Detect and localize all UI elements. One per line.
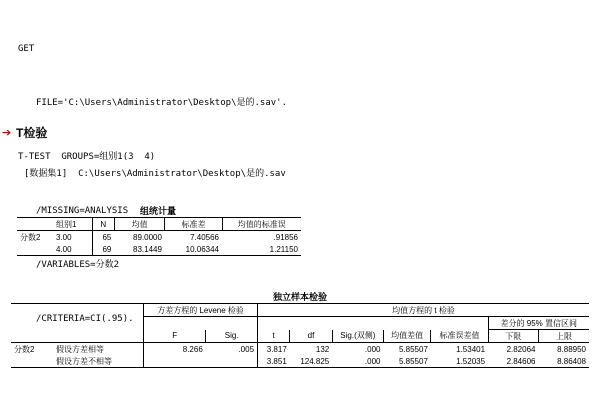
value-cell: 8.266 (182, 344, 203, 354)
indep-test-table[interactable] (11, 303, 589, 368)
value-cell: 5.85507 (383, 355, 430, 368)
value-cell: 8.88950 (557, 344, 586, 354)
header-cell: 标准差 (165, 218, 222, 231)
value-cell: .005 (206, 343, 258, 356)
row-label (17, 243, 53, 256)
value-cell: 89.0000 (133, 232, 162, 242)
syntax-line: /CRITERIA=CI(.95). (36, 314, 134, 324)
ci-header: 差分的 95% 置信区间 (488, 317, 589, 330)
blank-cell (258, 317, 489, 330)
value-cell: .000 (364, 344, 381, 354)
value-cell: 65 (102, 232, 112, 242)
value-cell: 1.52035 (431, 355, 488, 368)
value-cell: 124.825 (290, 355, 332, 368)
col-header: Sig. (206, 330, 258, 343)
value-cell: 5.85507 (398, 344, 428, 354)
col-header: 上限 (538, 330, 589, 343)
value-cell: 3.817 (266, 344, 287, 354)
group-cell: 4.00 (53, 243, 92, 256)
value-cell: 7.40566 (190, 232, 219, 242)
row-label (11, 355, 53, 368)
value-cell: 3.851 (258, 355, 290, 368)
col-header: Sig.(双侧) (332, 330, 383, 343)
value-cell (206, 355, 258, 368)
indep-test-caption: 独立样本检验 (272, 292, 327, 302)
blank-cell (144, 317, 258, 330)
row-label: 分数2 (11, 343, 53, 356)
syntax-line: T-TEST GROUPS=组别1(3 4) (18, 152, 156, 162)
corner-cell (11, 304, 144, 343)
ttest-header: 均值方程的 t 检验 (258, 304, 589, 317)
value-cell: 69 (92, 243, 114, 256)
syntax-line: FILE='C:\Users\Administrator\Desktop\是的.sav'. (36, 98, 287, 108)
col-header: df (290, 330, 332, 343)
value-cell: .000 (332, 355, 383, 368)
header-cell: 组别1 (53, 218, 92, 231)
header-cell: 均值的标准误 (222, 218, 301, 231)
value-cell: 2.84606 (488, 355, 538, 368)
syntax-line: /MISSING=ANALYSIS (36, 206, 129, 216)
value-cell: 83.1449 (114, 243, 165, 256)
col-header: 标准误差值 (431, 330, 488, 343)
header-cell: N (92, 218, 114, 231)
value-cell: 132 (315, 344, 330, 354)
header-cell: 均值 (114, 218, 165, 231)
value-cell (144, 355, 206, 368)
value-cell: .91856 (273, 232, 298, 242)
corner-cell (17, 218, 53, 231)
col-header: F (144, 330, 206, 343)
row-label: 假设方差不相等 (53, 355, 144, 368)
section-heading[interactable] (2, 124, 47, 141)
row-label: 分数2 (17, 231, 53, 244)
group-stats-table[interactable] (17, 217, 301, 256)
col-header: 下限 (488, 330, 538, 343)
col-header: 均值差值 (383, 330, 430, 343)
value-cell: 1.53401 (456, 344, 486, 354)
col-header: t (258, 330, 290, 343)
value-cell: 1.21150 (222, 243, 301, 256)
value-cell: 2.82064 (506, 344, 536, 354)
group-stats-caption: 组统计量 (139, 206, 176, 216)
section-title: T检验 (16, 126, 48, 140)
row-label: 假设方差相等 (53, 343, 144, 356)
group-cell: 3.00 (53, 231, 92, 244)
levene-header: 方差方程的 Levene 检验 (144, 304, 258, 317)
value-cell: 8.86408 (538, 355, 589, 368)
syntax-line: /VARIABLES=分数2 (36, 260, 120, 270)
arrow-right-icon: ➔ (2, 127, 12, 139)
dataset-line: [数据集1] C:\Users\Administrator\Desktop\是的.sav (24, 169, 286, 179)
syntax-line: GET (18, 44, 35, 54)
value-cell: 10.06344 (165, 243, 222, 256)
